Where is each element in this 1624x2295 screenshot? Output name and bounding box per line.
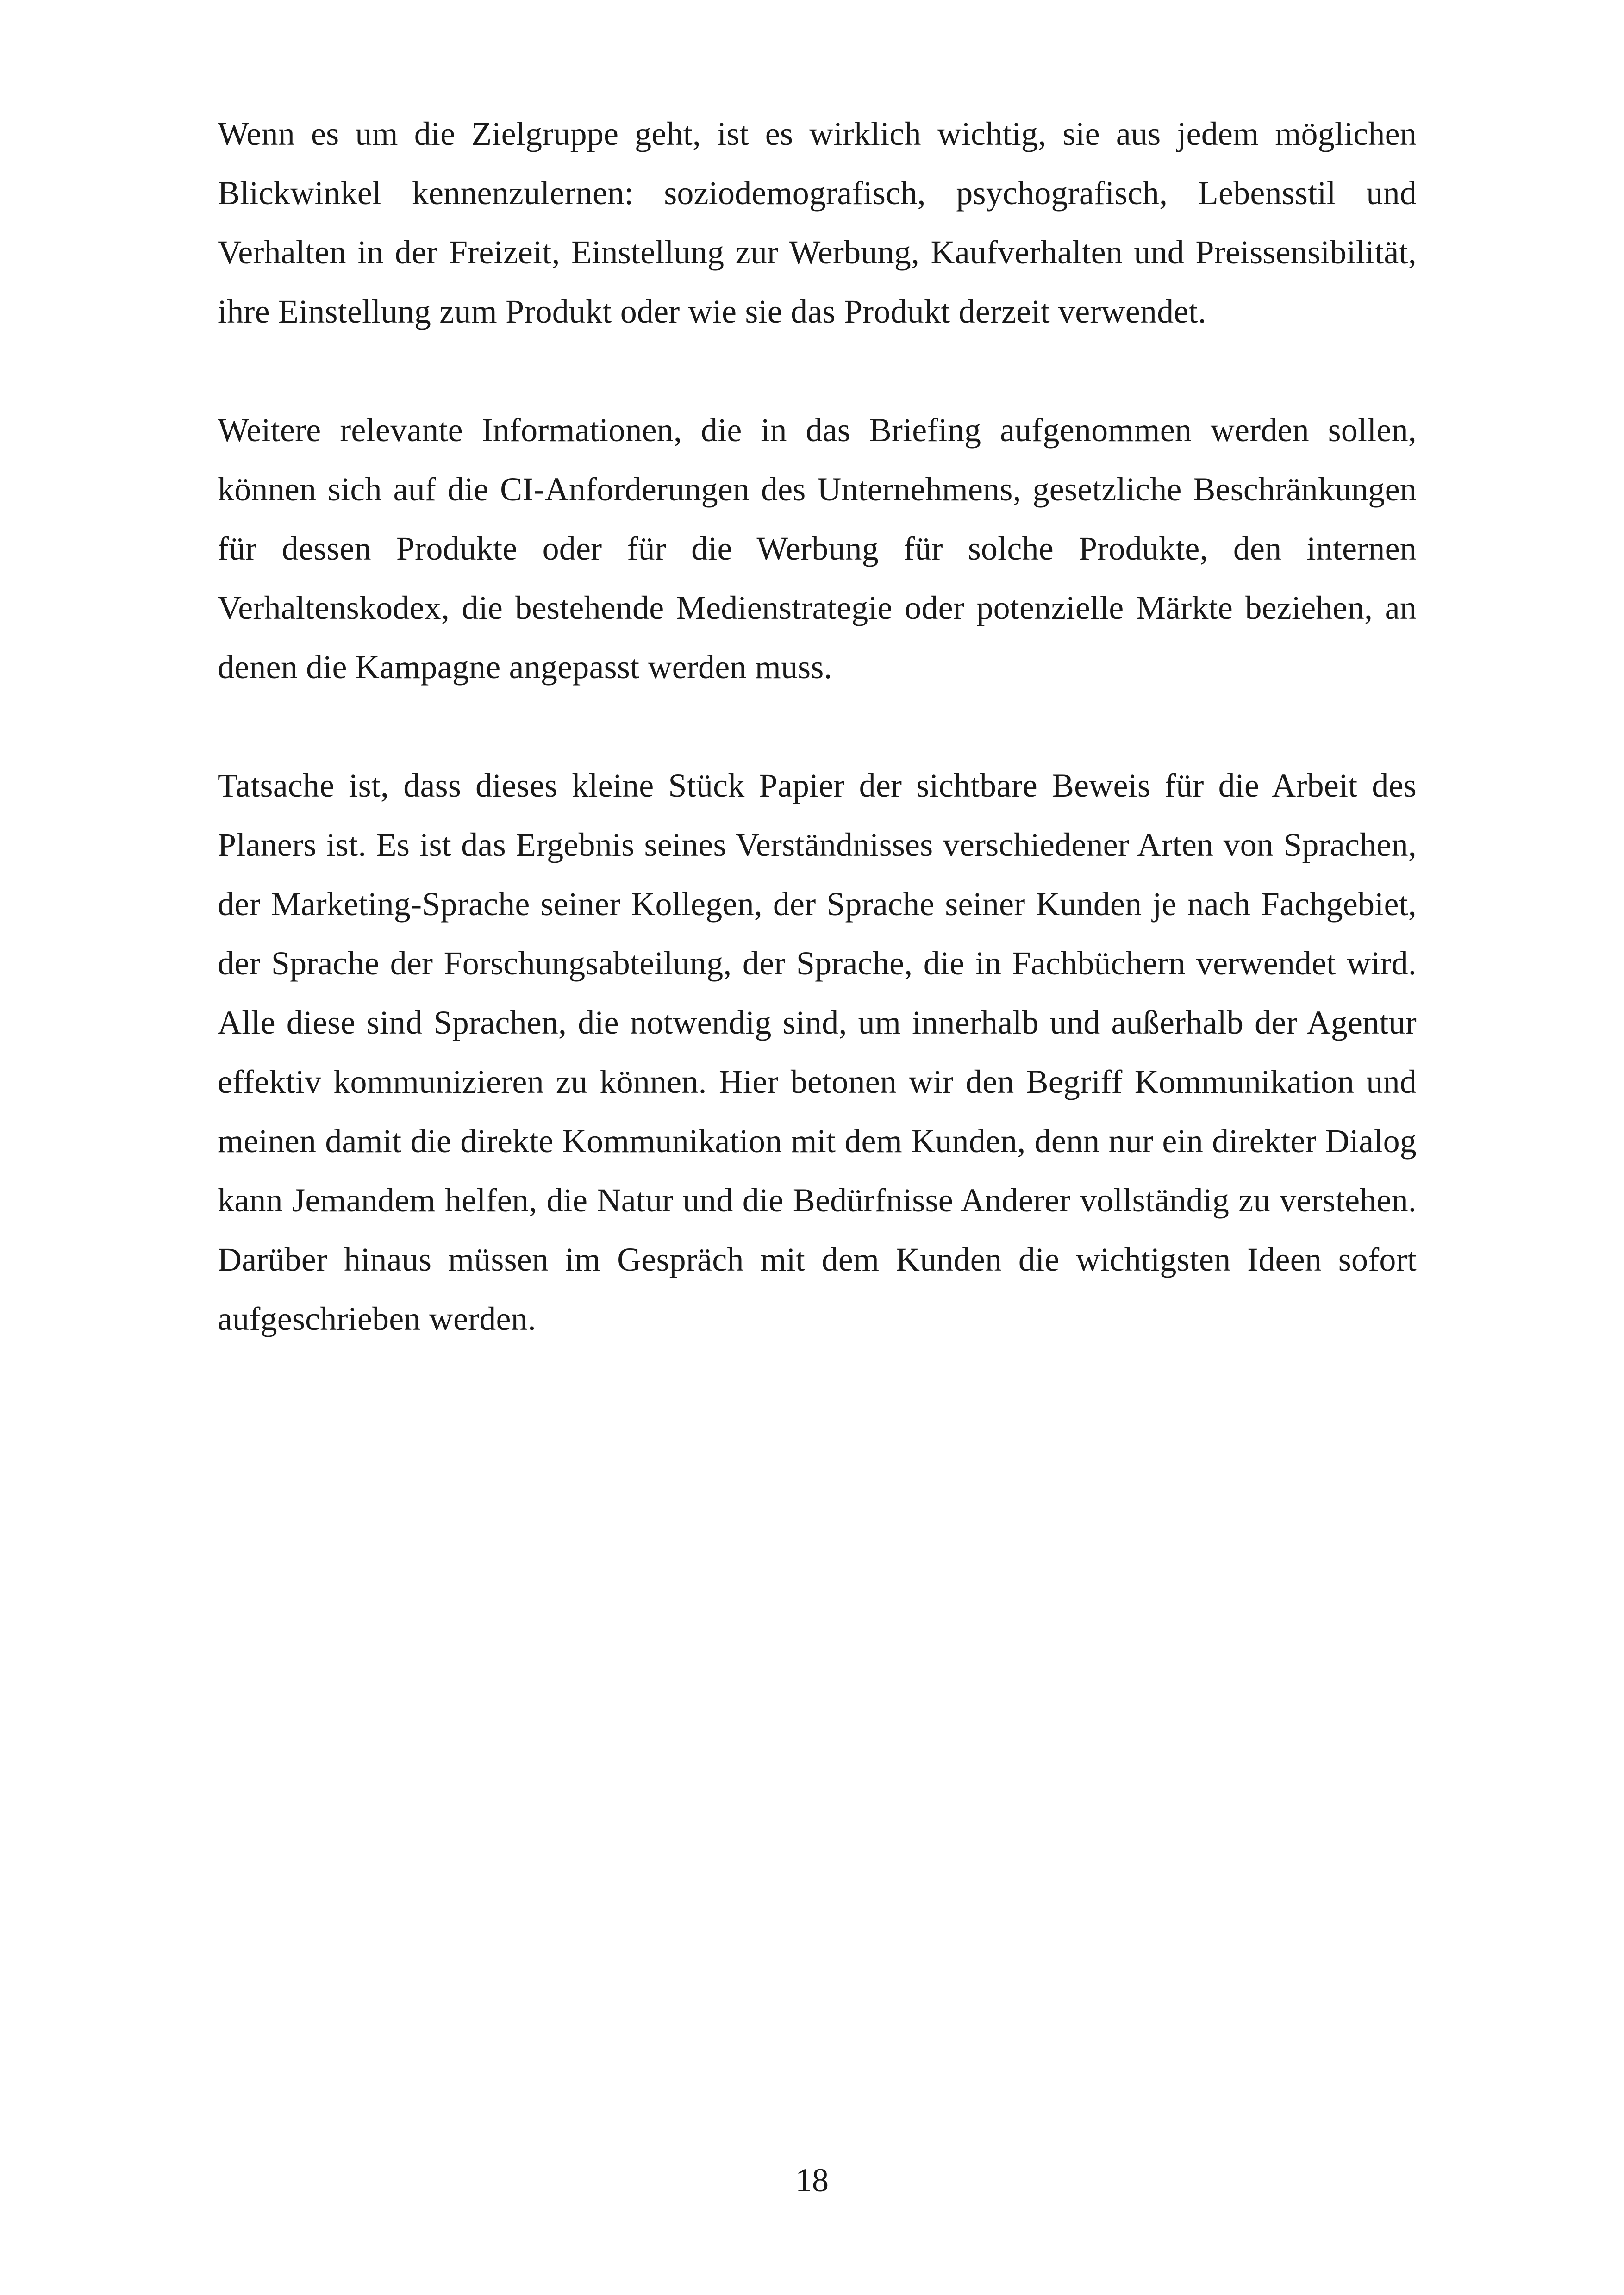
- paragraph-target-audience: Wenn es um die Zielgruppe geht, ist es wirklich wichtig, sie aus jedem möglichen Blickwinkel kennenzulernen: soziodemografisch, psychografisch, Lebensstil und Verhalten in der Freizeit, Einstellung zur Werbung, Kaufverhalten und Preissensibilität, ihre Einstellung zum Produkt oder wie sie das Produkt derzeit verwendet.: [218, 115, 1417, 330]
- body-text: [218, 104, 1417, 1408]
- page-number: 18: [795, 2162, 829, 2199]
- paragraph-planner-communication: Tatsache ist, dass dieses kleine Stück Papier der sichtbare Beweis für die Arbeit des Planers ist. Es ist das Ergebnis seines Verständnisses verschiedener Arten von Sprachen, der Marketing-Sprache seiner Kollegen, der Sprache seiner Kunden je nach Fachgebiet, der Sprache der Forschungsabteilung, der Sprache, die in Fachbüchern verwendet wird. Alle diese sind Sprachen, die notwendig sind, um innerhalb und außerhalb der Agentur effektiv kommunizieren zu können. Hier betonen wir den Begriff Kommunikation und meinen damit die direkte Kommunikation mit dem Kunden, denn nur ein direkter Dialog kann Jemandem helfen, die Natur und die Bedürfnisse Anderer vollständig zu verstehen. Darüber hinaus müssen im Gespräch mit dem Kunden die wichtigsten Ideen sofort aufgeschrieben werden.: [218, 767, 1417, 1337]
- paragraph-briefing-information: Weitere relevante Informationen, die in das Briefing aufgenommen werden sollen, können sich auf die CI-Anforderungen des Unternehmens, gesetzliche Beschränkungen für dessen Produkte oder für die Werbung für solche Produkte, den internen Verhaltenskodex, die bestehende Medienstrategie oder potenzielle Märkte beziehen, an denen die Kampagne angepasst werden muss.: [218, 412, 1417, 686]
